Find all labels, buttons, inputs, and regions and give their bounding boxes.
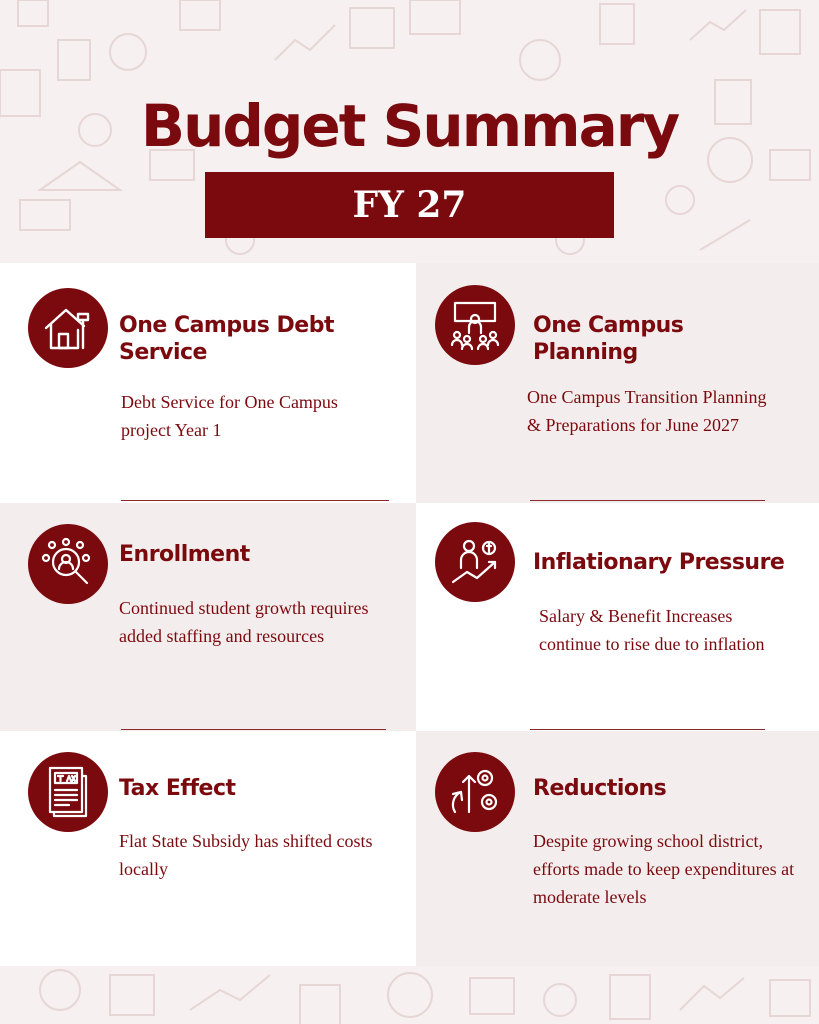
fiscal-year-banner: [205, 172, 614, 238]
item-heading-inflation: Inflationary Pressure: [533, 550, 785, 575]
gears-arrows-icon: [435, 752, 515, 832]
item-heading-planning: One Campus Planning: [533, 313, 684, 365]
presentation-audience-icon: [435, 285, 515, 365]
people-search-icon: [28, 524, 108, 604]
fiscal-year-label: FY 27: [352, 184, 467, 226]
item-description-reductions: Despite growing school district, efforts made to keep expenditures at moderate levels: [533, 831, 795, 907]
person-rising-cost-icon: [435, 522, 515, 602]
item-description-enrollment: Continued student growth requires added staffing and resources: [119, 598, 369, 646]
item-heading-tax-effect: Tax Effect: [119, 776, 236, 801]
item-heading-enrollment: Enrollment: [119, 542, 250, 567]
divider: [121, 500, 389, 501]
item-description-tax-effect: Flat State Subsidy has shifted costs locally: [119, 831, 373, 879]
item-heading-reductions: Reductions: [533, 776, 667, 801]
item-description-debt-service: Debt Service for One Campus project Year 1: [121, 392, 338, 440]
divider: [530, 729, 765, 730]
item-description-planning: One Campus Transition Planning & Preparations for June 2027: [527, 387, 767, 435]
divider: [530, 500, 765, 501]
page-title: Budget Summary: [140, 92, 679, 160]
tax-document-icon: [28, 752, 108, 832]
item-heading-debt-service: One Campus Debt Service: [119, 313, 334, 365]
divider: [121, 729, 386, 730]
item-description-inflation: Salary & Benefit Increases continue to rise due to inflation: [539, 606, 765, 654]
house-hammer-icon: [28, 288, 108, 368]
